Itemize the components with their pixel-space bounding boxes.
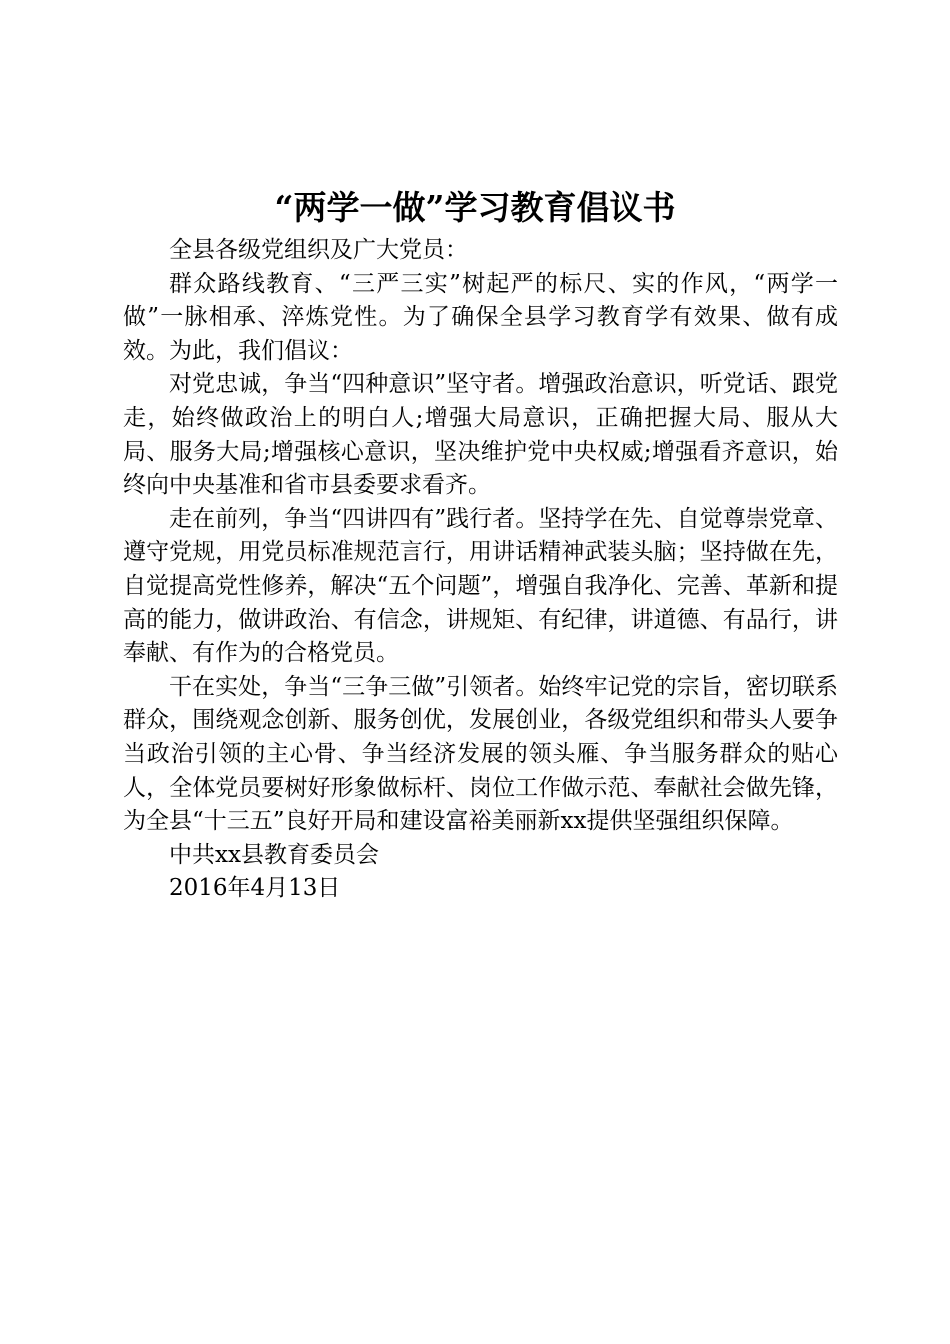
salutation: 全县各级党组织及广大党员： [169,237,468,263]
signature: 中共xx县教育委员会 [169,841,379,868]
paragraph-intro: 群众路线教育、“三严三实”树起严的标尺、实的作风，“两学一做”一脉相承、淬炼党性。为了确保全县学习教育学有效果、做有成效。为此，我们倡议： [123,270,838,364]
paragraph-forefront: 走在前列，争当“四讲四有”践行者。坚持学在先、自觉尊崇党章、遵守党规，用党员标准规范言行，用讲话精神武装头脑；坚持做在先，自觉提高党性修养，解决“五个问题”，增强自我净化、完善、革新和提高的能力，做讲政治、有信念，讲规矩、有纪律，讲道德、有品行，讲奉献、有作为的合格党员。 [123,505,838,667]
paragraph-practice: 干在实处，争当“三争三做”引领者。始终牢记党的宗旨，密切联系群众，围绕观念创新、服务创优，发展创业，各级党组织和带头人要争当政治引领的主心骨、争当经济发展的领头雁、争当服务群众的贴心人，全体党员要树好形象做标杆、岗位工作做示范、奉献社会做先锋，为全县“十三五”良好开局和建设富裕美丽新xx提供坚强组织保障。 [123,673,838,835]
date: 2016年4月13日 [169,875,341,902]
document-title: “两学一做”学习教育倡议书 [274,188,676,227]
document-body [123,234,838,906]
paragraph-loyalty: 对党忠诚，争当“四种意识”坚守者。增强政治意识，听党话、跟党走，始终做政治上的明白人;增强大局意识，正确把握大局、服从大局、服务大局;增强核心意识，坚决维护党中央权威;增强看齐意识，始终向中央基准和省市县委要求看齐。 [123,371,838,499]
